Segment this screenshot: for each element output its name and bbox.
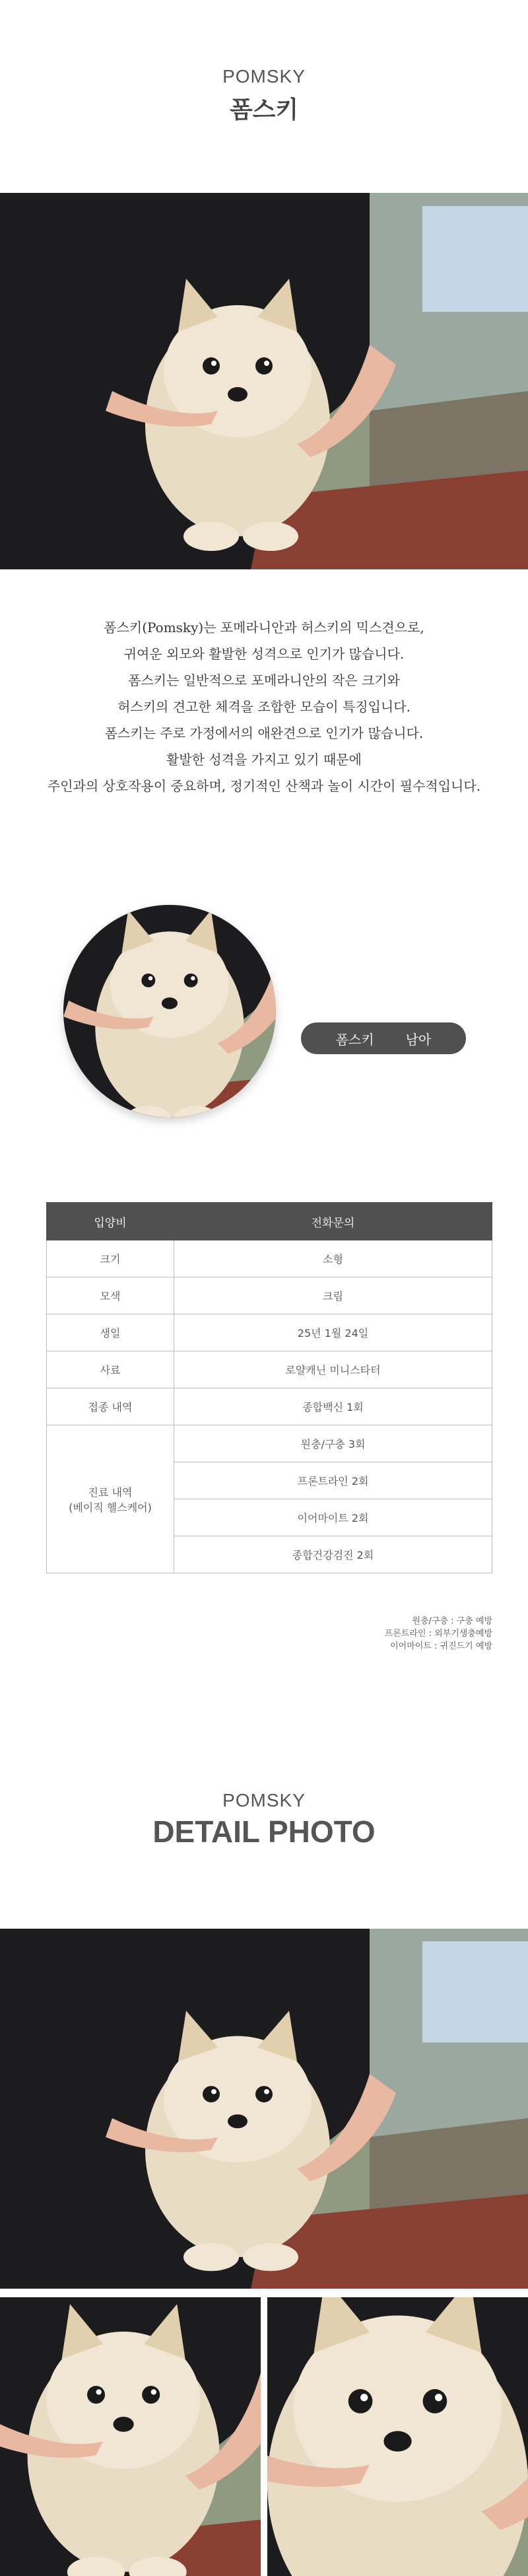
row-value: 25년 1월 24일 [174,1314,492,1351]
table-row [47,1351,492,1388]
detail-photo-large [0,1929,528,2289]
footnotes [385,1615,492,1653]
row-label: 생일 [47,1314,174,1351]
page-title: 폼스키 [229,96,299,124]
care-label-line1: 진료 내역 [88,1485,133,1499]
detail-photo-left [0,2297,261,2576]
adoption-fee-header: 입양비 [47,1203,174,1240]
footnote: 원충/구충 : 구충 예방 [412,1616,492,1626]
profile-photo [63,905,276,1118]
description-line: 폼스키는 주로 가정에서의 애완견으로 인기가 많습니다. [104,725,424,741]
detail-title: DETAIL PHOTO [152,1814,376,1849]
row-value: 소형 [174,1240,492,1277]
care-label-line2: (베이직 헬스케어) [69,1501,152,1514]
footnote: 프론트라인 : 외부기생충예방 [384,1629,492,1639]
description [0,614,528,799]
description-line: 활발한 성격을 가지고 있기 때문에 [166,752,362,768]
care-item: 원충/구충 3회 [174,1425,492,1462]
row-label: 접종 내역 [47,1388,174,1425]
detail-photo-right [267,2297,528,2576]
brand-eyebrow: POMSKY [222,66,306,87]
info-table [46,1202,492,1573]
profile-badge [301,1022,466,1054]
row-value: 크림 [174,1277,492,1314]
table-header-row [47,1203,492,1240]
care-item: 종합건강검진 2회 [174,1536,492,1573]
care-item: 프론트라인 2회 [174,1462,492,1499]
description-line: 폼스키(Pomsky)는 포메라니안과 허스키의 믹스견으로, [104,620,424,635]
main-photo [0,193,528,569]
row-value: 종합백신 1회 [174,1388,492,1425]
table-row [47,1314,492,1351]
table-row [47,1425,492,1462]
footnote: 이어마이트 : 귀진드기 예방 [390,1641,492,1651]
care-item: 이어마이트 2회 [174,1499,492,1536]
detail-header [0,1790,528,1856]
detail-eyebrow: POMSKY [222,1790,306,1810]
care-history-label [47,1425,174,1573]
table-row [47,1277,492,1314]
table-row [47,1240,492,1277]
description-line: 귀여운 외모와 활발한 성격으로 인기가 많습니다. [123,646,405,662]
breed-label: 폼스키 [335,1031,374,1048]
gender-label: 남아 [405,1031,432,1048]
row-label: 모색 [47,1277,174,1314]
row-label: 크기 [47,1240,174,1277]
profile-section [0,905,528,1123]
description-line: 허스키의 견고한 체격을 조합한 모습이 특징입니다. [117,699,411,715]
row-label: 사료 [47,1351,174,1388]
row-value: 로얄캐닌 미니스타터 [174,1351,492,1388]
header [0,66,528,139]
description-line: 폼스키는 일반적으로 포메라니안의 작은 크기와 [128,672,400,688]
phone-inquiry-header: 전화문의 [174,1203,492,1240]
table-row [47,1388,492,1425]
description-line: 주인과의 상호작용이 중요하며, 정기적인 산책과 놀이 시간이 필수적입니다. [47,778,481,794]
